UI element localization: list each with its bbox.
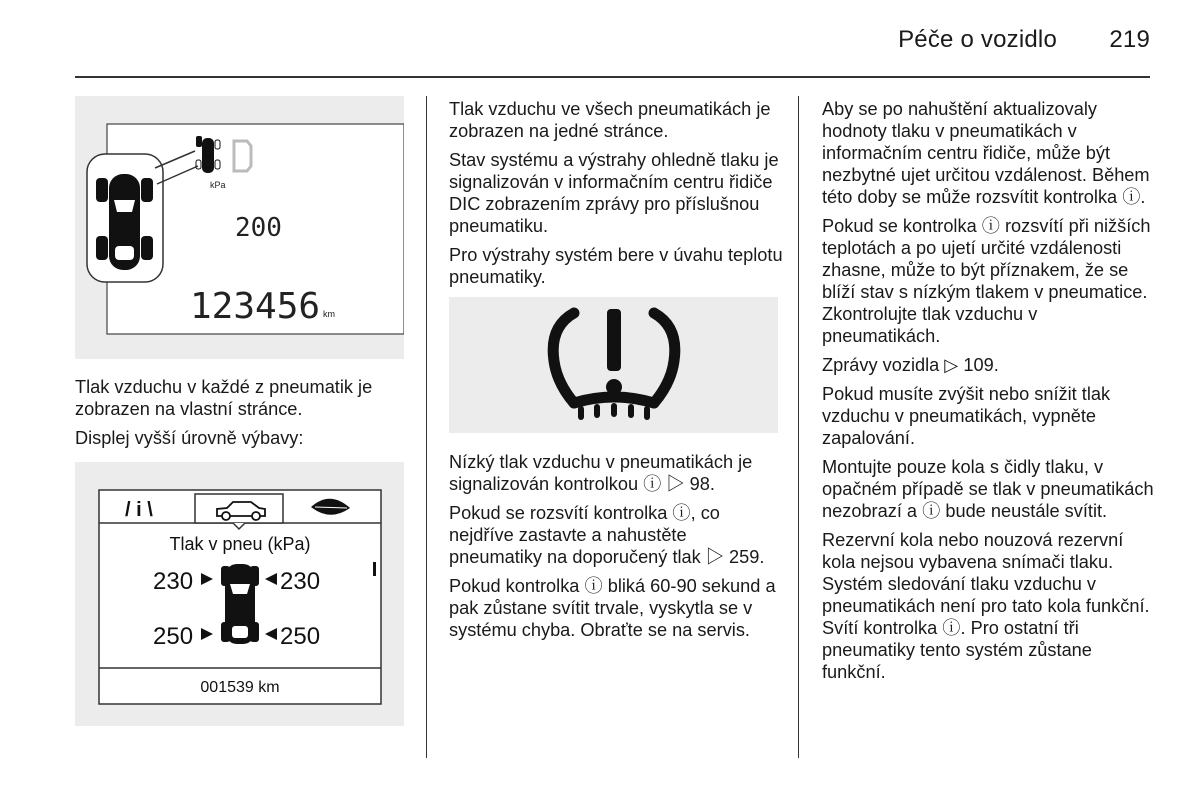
column-2-text-lower (449, 451, 784, 648)
rear-left-pressure: 250 (153, 623, 194, 650)
header-rule (75, 76, 1150, 78)
rear-right-pressure: 250 (280, 623, 321, 650)
paragraph: Montujte pouze kola s čidly tlaku, v opačném případě se tlak v pneumatikách nezobrazí a ⓘ bude neustále svítit. (822, 457, 1154, 521)
display-title: Tlak v pneu (kPa) (169, 534, 311, 554)
advanced-display-figure (75, 462, 404, 726)
paragraph: Pro výstrahy systém bere v úvahu teplotu pneumatiky. (449, 245, 783, 287)
paragraph: Nízký tlak vzduchu v pneumatikách je signalizován kontrolkou ⓘ ▷ 98. (449, 452, 753, 494)
column-2-text-upper (449, 98, 784, 295)
tpms-warning-lamp-figure (449, 297, 778, 433)
advanced-display-illustration (75, 462, 404, 726)
road-tab-icon: / i \ (125, 499, 153, 521)
paragraph: Pokud kontrolka ⓘ bliká 60-90 sekund a pak zůstane svítit trvale, vyskytla se v systému chyba. Obraťte se na servis. (449, 576, 776, 640)
front-right-pressure: 230 (280, 568, 321, 595)
paragraph: Pokud se kontrolka ⓘ rozsvítí při nižších teplotách a po ujetí určité vzdálenosti zhasne, může to být příznakem, že se blíží stav s nízkým tlakem v pneumatice. Zkontrolujte tlak vzduchu v pneumatikách. (822, 216, 1151, 346)
scrollbar (373, 562, 376, 576)
section-title: Péče o vozidlo (898, 26, 1057, 53)
paragraph: Pokud se rozsvítí kontrolka ⓘ, co nejdříve zastavte a nahustěte pneumatiky na doporučený tlak ▷ 259. (449, 503, 765, 567)
paragraph: Stav systému a výstrahy ohledně tlaku je signalizován v informačním centru řidiče DIC zobrazením zprávy pro příslušnou pneumatiku. (449, 150, 779, 236)
paragraph: Aby se po nahuštění aktualizovaly hodnoty tlaku v pneumatikách v informačním centru řidiče, může být nezbytné ujet určitou vzdálenost. Během této doby se může rozsvítit kontrolka ⓘ. (822, 99, 1150, 207)
paragraph: Rezervní kola nebo nouzová rezervní kola nejsou vybavena snímači tlaku. Systém sledování tlaku vzduchu v pneumatikách není pro tato kola funkční. Svítí kontrolka ⓘ. Pro ostatní tři pneumatiky tento systém zůstane funkční. (822, 530, 1150, 682)
paragraph: Tlak vzduchu v každé z pneumatik je zobrazen na vlastní stránce. (75, 377, 373, 419)
paragraph: Pokud musíte zvýšit nebo snížit tlak vzduchu v pneumatikách, vypněte zapalování. (822, 384, 1111, 448)
odometer-readout: 001539 km (200, 679, 280, 696)
tpms-warning-icon (449, 297, 778, 433)
page-number: 219 (1109, 26, 1150, 53)
column-divider-2 (798, 96, 799, 758)
column-divider-1 (426, 96, 427, 758)
tyre-tab (195, 494, 283, 523)
column-1-text (75, 376, 410, 456)
column-3-text (822, 98, 1157, 690)
paragraph: Zprávy vozidla ▷ 109. (822, 355, 999, 375)
car-top-view-icon (221, 564, 259, 644)
basic-display-figure (75, 96, 404, 359)
paragraph: Tlak vzduchu ve všech pneumatikách je zobrazen na jedné stránce. (449, 99, 771, 141)
paragraph: Displej vyšší úrovně výbavy: (75, 428, 304, 448)
pressure-readout: 200 (235, 213, 282, 243)
front-left-pressure: 230 (153, 568, 194, 595)
kpa-label: kPa (210, 180, 226, 190)
odometer-readout: 123456 (190, 286, 321, 327)
km-unit-label: km (323, 309, 335, 319)
basic-display-illustration (75, 96, 404, 359)
